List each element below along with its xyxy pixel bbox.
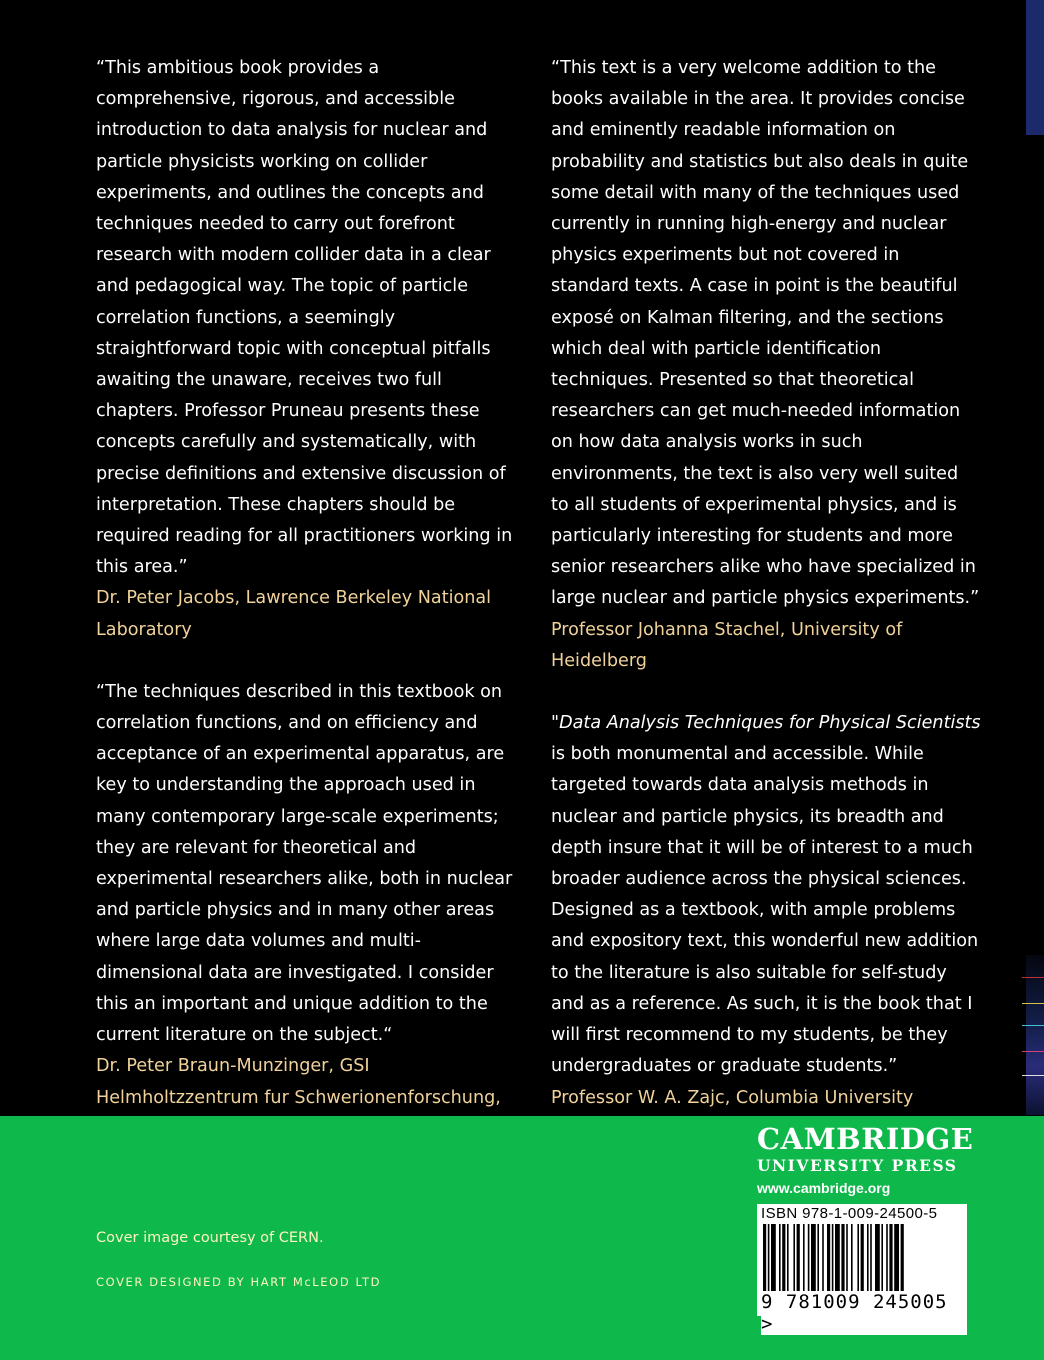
quote-jacobs: “This ambitious book provides a comprehensive, rigorous, and accessible introduction to data analysis for nuclear and particle physicists working on collider experiments, and outlines the concepts and techniques needed to carry out forefront research with modern collider data in a clear and pedagogical way. The topic of particle correlation functions, a seemingly straightforward topic with conceptual pitfalls awaiting the unaware, receives two full chapters. Professor Pruneau presents these concepts carefully and systematically, with precise definitions and extensive discussion of interpretation. These chapters should be required reading for all practitioners working in this area.” [96,58,513,578]
barcode-bar [808,1224,810,1296]
barcode-bar [886,1224,888,1296]
attribution-braun-munzinger: Dr. Peter Braun-Munzinger, GSI Helmholtzzentrum fur Schwerionenforschung, [96,1056,501,1108]
cover-designer-credit: COVER DESIGNED BY HART McLEOD LTD [96,1275,382,1289]
front-cover-edge-art [1026,955,1044,1115]
barcode-bar [787,1224,789,1296]
left-column [96,53,518,1145]
barcode-bar [768,1224,770,1296]
attribution-stachel: Professor Johanna Stachel, University of Heidelberg [551,619,903,671]
barcode-bar [811,1224,816,1296]
attribution-zajc: Professor W. A. Zajc, Columbia University [551,1087,914,1108]
barcode-bar [851,1224,853,1296]
isbn-label: ISBN 978-1-009-24500-5 [761,1205,938,1222]
barcode-bar [894,1224,899,1296]
barcode-bar [870,1224,872,1296]
front-cover-edge-strip [1026,0,1044,135]
barcode-bar [779,1224,781,1296]
book-title: "Data Analysis Techniques for Physical Scientists [551,713,981,734]
quote-zajc-body: is both monumental and accessible. While targeted towards data analysis methods in nuclear and particle physics, its breadth and depth insure that it will be of interest to a much broader audience across the physical sciences. Designed as a textbook, with ample problems and expository text, this wonderful new addition to the literature is also suitable for self-study and as a reference. As such, it is the book that I will first recommend to my students, be they undergraduates or graduate students.” [551,744,979,1077]
quote-zajc [551,708,981,1082]
cambridge-logo [757,1122,974,1198]
barcode-bar [827,1224,830,1296]
barcode-bar [763,1224,766,1296]
barcode-bar [889,1224,892,1296]
barcode-bar [782,1224,785,1296]
barcode-bar [867,1224,869,1296]
barcode-bar [861,1224,864,1296]
barcode-bar [822,1224,824,1296]
publisher-name: CAMBRIDGE [757,1122,974,1156]
barcode-bar [875,1224,880,1296]
publisher-subtitle: UNIVERSITY PRESS [757,1156,958,1175]
barcode-bar [832,1224,834,1296]
barcode-bar [797,1224,800,1296]
barcode-bar [793,1224,795,1296]
barcode-bar [841,1224,844,1296]
barcode-bar [846,1224,848,1296]
right-column [551,53,981,1114]
publisher-url: www.cambridge.org [757,1180,891,1196]
barcode-bar [803,1224,805,1296]
barcode-bar [817,1224,819,1296]
barcode-bar [901,1224,904,1296]
barcode-bar [771,1224,776,1296]
barcode-bar [835,1224,840,1296]
isbn-barcode [757,1204,967,1335]
quote-stachel: “This text is a very welcome addition to the books available in the area. It provides concise and eminently readable information on probability and statistics but also deals in quite some detail with many of the techniques used currently in running high-energy and nuclear physics experiments but not covered in standard texts. A case in point is the beautiful exposé on Kalman filtering, and the sections which deal with particle identification techniques. Presented so that theoretical researchers can get much-needed information on how data analysis works in such environments, the text is also very well suited to all students of experimental physics, and is particularly interesting for students and more senior researchers alike who have specialized in large nuclear and particle physics experiments.” [551,58,980,609]
barcode-bar [857,1224,859,1296]
attribution-jacobs: Dr. Peter Jacobs, Lawrence Berkeley National Laboratory [96,588,492,640]
barcode-bars [763,1224,961,1296]
barcode-digits: 9 781009 245005 > [761,1291,967,1335]
cover-image-credit: Cover image courtesy of CERN. [96,1230,324,1246]
quote-braun-munzinger: “The techniques described in this textbook on correlation functions, and on efficiency and acceptance of an experimental apparatus, are key to understanding the approach used in many contemporary large-scale experiments; they are relevant for theoretical and experimental researchers alike, both in nuclear and particle physics and in many other areas where large data volumes and multi-dimensional data are investigated. I consider this an important and unique addition to the current literature on the subject.“ [96,681,513,1046]
barcode-bar [881,1224,883,1296]
